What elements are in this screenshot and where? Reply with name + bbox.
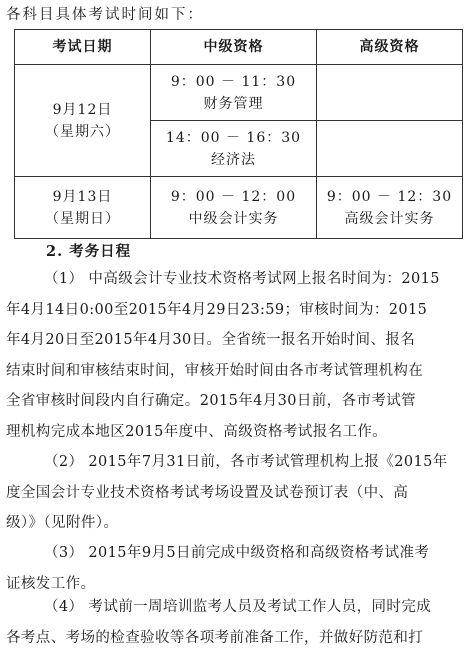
exam-time: 9：00 － 11：30 xyxy=(151,71,316,93)
header-intermediate: 中级资格 xyxy=(151,30,317,65)
paragraph-line: （2） 2015年7月31日前，各市考试管理机构上报《2015年 xyxy=(6,447,462,478)
paragraph-2 xyxy=(6,447,462,539)
exam-schedule-table xyxy=(14,29,463,239)
exam-subject: 中级会计实务 xyxy=(151,208,316,230)
date-day2: 9月13日 xyxy=(15,186,150,208)
header-exam-date: 考试日期 xyxy=(15,30,151,65)
exam-cell-4 xyxy=(317,177,463,239)
paragraph-4 xyxy=(6,592,462,653)
paragraph-3 xyxy=(6,538,462,599)
paragraph-line: （3） 2015年9月5日前完成中级资格和高级资格考试准考 xyxy=(6,538,462,569)
weekday-day1: （星期六） xyxy=(15,121,150,143)
date-cell-day1 xyxy=(15,65,151,177)
paragraph-line: 年4月14日0:00至2015年4月29日23:59；审核时间为：2015 xyxy=(6,295,462,326)
paragraph-line: 结束时间和审核结束时间，审核开始时间由各市考试管理机构在 xyxy=(6,356,462,387)
exam-cell-1 xyxy=(151,65,317,121)
paragraph-line: （1） 中高级会计专业技术资格考试网上报名时间为：2015 xyxy=(6,264,462,295)
paragraph-line: 级）》（见附件）。 xyxy=(6,508,462,539)
header-senior: 高级资格 xyxy=(317,30,463,65)
exam-cell-3 xyxy=(151,177,317,239)
table-header-row xyxy=(15,30,463,65)
paragraph-line: 证核发工作。 xyxy=(6,569,462,600)
senior-cell-empty-1 xyxy=(317,65,463,121)
paragraph-line: 各考点、考场的检查验收等各项考前准备工作，并做好防范和打 xyxy=(6,623,462,653)
exam-subject: 财务管理 xyxy=(151,93,316,115)
table-row xyxy=(15,65,463,121)
paragraph-1 xyxy=(6,264,462,447)
paragraph-line: 理机构完成本地区2015年度中、高级资格考试报名工作。 xyxy=(6,417,462,448)
paragraph-line: 全省审核时间段内自行确定。2015年4月30日前，各市考试管 xyxy=(6,386,462,417)
exam-cell-2 xyxy=(151,121,317,177)
weekday-day2: （星期日） xyxy=(15,208,150,230)
date-day1: 9月12日 xyxy=(15,99,150,121)
paragraph-line: （4） 考试前一周培训监考人员及考试工作人员，同时完成 xyxy=(6,592,462,623)
senior-cell-empty-2 xyxy=(317,121,463,177)
exam-time: 9：00 － 12：30 xyxy=(317,186,462,208)
exam-subject: 高级会计实务 xyxy=(317,208,462,230)
date-cell-day2 xyxy=(15,177,151,239)
table-row xyxy=(15,177,463,239)
intro-text: 各科目具体考试时间如下： xyxy=(6,3,204,24)
exam-time: 9：00 － 12：00 xyxy=(151,186,316,208)
paragraph-line: 年4月20日至2015年4月30日。全省统一报名开始时间、报名 xyxy=(6,325,462,356)
paragraph-line: 度全国会计专业技术资格考试考场设置及试卷预订表（中、高 xyxy=(6,478,462,509)
section-heading: 2. 考务日程 xyxy=(46,240,131,261)
exam-subject: 经济法 xyxy=(151,149,316,171)
exam-time: 14：00 － 16：30 xyxy=(151,127,316,149)
